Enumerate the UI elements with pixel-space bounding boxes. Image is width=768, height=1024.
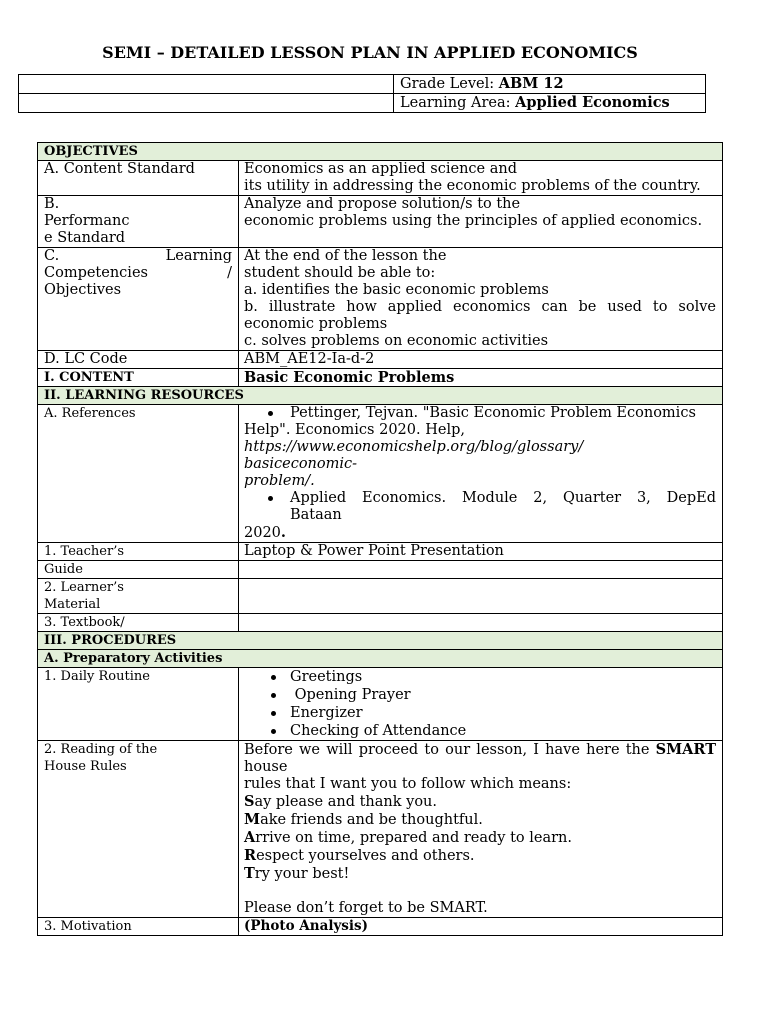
objectives-heading: OBJECTIVES <box>38 143 723 161</box>
performance-standard-cell <box>239 196 723 248</box>
content-label: I. CONTENT <box>38 369 239 387</box>
teachers-guide-label: 1. Teacher’s <box>38 543 239 561</box>
house-rules-row <box>38 741 723 918</box>
references-label: A. References <box>38 405 239 543</box>
house-rule-initial: R <box>244 847 257 864</box>
header-blank-cell <box>19 75 394 94</box>
house-rule <box>244 847 716 865</box>
list-item-text: Opening Prayer <box>290 687 411 703</box>
references-cell <box>239 405 723 543</box>
teachers-guide-value: Laptop & Power Point Presentation <box>239 543 723 561</box>
learners-material-label-line: 2. Learner’s <box>44 580 124 595</box>
empty-cell <box>239 579 723 614</box>
reference-text: Pettinger, Tejvan. "Basic Economic Problem Economics <box>290 405 696 421</box>
lc-code-label: D. LC Code <box>38 351 239 369</box>
reference-text: Bataan <box>290 507 342 523</box>
grade-level-row <box>19 75 706 94</box>
grade-level-cell <box>394 75 706 94</box>
daily-routine-label: 1. Daily Routine <box>38 668 239 741</box>
learning-competencies-line: student should be able to: <box>244 265 436 281</box>
daily-routine-row <box>38 668 723 741</box>
house-rule-text: ake friends and be thoughtful. <box>260 812 483 828</box>
list-item <box>244 668 716 686</box>
content-standard-line: Economics as an applied science and <box>244 161 518 177</box>
house-rule-text: ay please and thank you. <box>254 794 437 810</box>
preparatory-activities-heading: A. Preparatory Activities <box>38 650 723 668</box>
learning-area-label: Learning Area: <box>400 95 516 111</box>
reference-url-line: https://www.economicshelp.org/blog/glossary/ <box>244 439 584 455</box>
house-rules-intro-text: Before we will proceed to our lesson, I have here the <box>244 742 656 758</box>
preparatory-heading-row <box>38 650 723 668</box>
house-rules-intro-line: rules that I want you to follow which means: <box>244 776 572 792</box>
learning-competencies-label-cell <box>38 248 239 351</box>
learning-resources-heading-row <box>38 387 723 405</box>
document-title: SEMI – DETAILED LESSON PLAN IN APPLIED ECONOMICS <box>102 43 638 62</box>
learning-competencies-label-line: Objectives <box>44 282 122 298</box>
house-rules-intro-line: house <box>244 759 288 775</box>
learning-competencies-label-line: C. Learning <box>44 248 232 264</box>
objectives-heading-row <box>38 143 723 161</box>
content-row <box>38 369 723 387</box>
motivation-label: 3. Motivation <box>38 918 239 936</box>
bullet-icon <box>268 411 273 416</box>
procedures-heading-row <box>38 632 723 650</box>
blank-line <box>244 883 716 900</box>
learning-competencies-line: At the end of the lesson the <box>244 248 447 264</box>
learning-competencies-line: b. illustrate how applied economics can be used to solve <box>244 299 717 315</box>
performance-standard-label-line: Performanc <box>44 213 130 229</box>
bullet-icon <box>271 693 276 698</box>
learning-competencies-row <box>38 248 723 351</box>
house-rule-text: espect yourselves and others. <box>256 848 475 864</box>
learners-material-label-line: Material <box>44 597 101 612</box>
performance-standard-line: Analyze and propose solution/s to the <box>244 196 521 212</box>
references-row <box>38 405 723 543</box>
content-standard-row <box>38 161 723 196</box>
house-rules-label-cell <box>38 741 239 918</box>
list-item-text: Energizer <box>290 705 363 721</box>
reference-url-line: basiceconomic- <box>244 456 358 472</box>
content-standard-line: its utility in addressing the economic problems of the country. <box>244 178 701 194</box>
learning-competencies-line: a. identifies the basic economic problems <box>244 282 549 298</box>
bullet-icon <box>268 496 273 501</box>
house-rules-cell <box>239 741 723 918</box>
lesson-plan-table <box>37 142 723 936</box>
performance-standard-row <box>38 196 723 248</box>
house-rule <box>244 865 716 883</box>
learning-area-row <box>19 94 706 113</box>
lc-code-row <box>38 351 723 369</box>
house-rule-initial: A <box>244 829 256 846</box>
house-rules-closing: Please don’t forget to be SMART. <box>244 900 488 916</box>
teachers-guide-row <box>38 543 723 561</box>
list-item <box>244 722 716 740</box>
performance-standard-label-line: B. <box>44 196 60 212</box>
reference-year-line <box>244 524 716 542</box>
teachers-guide-continued-row <box>38 561 723 579</box>
motivation-row <box>38 918 723 936</box>
reference-url-line: problem/. <box>244 473 315 489</box>
reference-year: 2020 <box>244 525 281 541</box>
learning-competencies-label-line: Competencies / <box>44 265 232 281</box>
house-rule-initial: S <box>244 793 255 810</box>
house-rule <box>244 829 716 847</box>
house-rule <box>244 811 716 829</box>
header-info-table <box>18 74 706 113</box>
learning-resources-heading: II. LEARNING RESOURCES <box>38 387 723 405</box>
learners-material-row <box>38 579 723 614</box>
house-rules-label-line: House Rules <box>44 759 127 774</box>
content-standard-cell <box>239 161 723 196</box>
header-blank-cell <box>19 94 394 113</box>
performance-standard-line: economic problems using the principles of applied economics. <box>244 213 703 229</box>
textbook-label: 3. Textbook/ <box>38 614 239 632</box>
house-rules-label-line: 2. Reading of the <box>44 742 158 757</box>
reference-year-period: . <box>280 524 286 541</box>
learners-material-label-cell <box>38 579 239 614</box>
bullet-icon <box>271 729 276 734</box>
teachers-guide-label-continued: Guide <box>38 561 239 579</box>
lc-code-value: ABM_AE12-Ia-d-2 <box>239 351 723 369</box>
house-rule-initial: T <box>244 865 255 882</box>
motivation-value: (Photo Analysis) <box>239 918 723 936</box>
list-item-text: Greetings <box>290 669 363 685</box>
content-value: Basic Economic Problems <box>239 369 723 387</box>
content-standard-label: A. Content Standard <box>38 161 239 196</box>
bullet-icon <box>271 675 276 680</box>
list-item <box>244 704 716 722</box>
house-rule-initial: M <box>244 811 261 828</box>
house-rule <box>244 793 716 811</box>
learning-competencies-line: c. solves problems on economic activities <box>244 333 549 349</box>
house-rule-text: ry your best! <box>254 866 350 882</box>
list-item <box>244 686 716 704</box>
daily-routine-cell <box>239 668 723 741</box>
house-rule-text: rrive on time, prepared and ready to learn. <box>255 830 572 846</box>
reference-item <box>244 405 716 422</box>
performance-standard-label-cell <box>38 196 239 248</box>
learning-area-value: Applied Economics <box>515 94 670 111</box>
bullet-icon <box>271 711 276 716</box>
learning-competencies-line: economic problems <box>244 316 388 332</box>
learning-area-cell <box>394 94 706 113</box>
empty-cell <box>239 561 723 579</box>
empty-cell <box>239 614 723 632</box>
smart-keyword: SMART <box>655 741 717 758</box>
house-rules-intro-line <box>244 741 716 759</box>
reference-text: Help". Economics 2020. Help, <box>244 422 465 438</box>
list-item-text: Checking of Attendance <box>290 723 467 739</box>
textbook-row <box>38 614 723 632</box>
performance-standard-label-line: e Standard <box>44 230 126 246</box>
reference-item <box>244 490 716 507</box>
procedures-heading: III. PROCEDURES <box>38 632 723 650</box>
reference-text: Applied Economics. Module 2, Quarter 3, DepEd <box>290 490 717 506</box>
grade-level-value: ABM 12 <box>498 75 564 92</box>
learning-competencies-cell <box>239 248 723 351</box>
grade-level-label: Grade Level: <box>400 76 499 92</box>
